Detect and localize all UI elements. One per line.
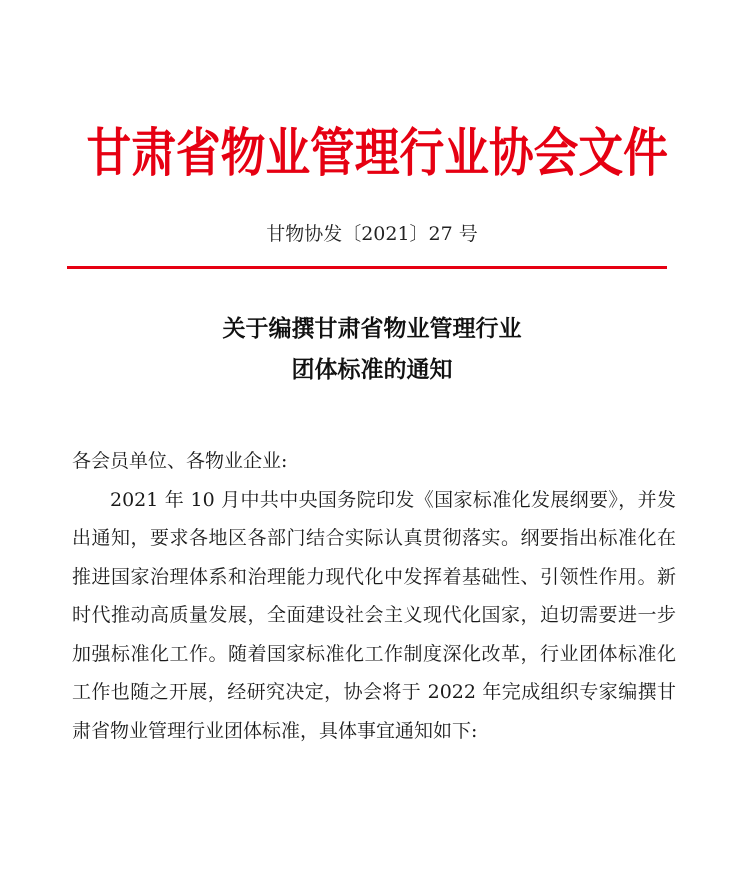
notice-body xyxy=(72,442,676,750)
body-paragraph: 2021 年 10 月中共中央国务院印发《国家标准化发展纲要》，并发出通知，要求各地区各部门结合实际认真贯彻落实。纲要指出标准化在推进国家治理体系和治理能力现代化中发挥着基础性、引领性作用。新时代推动高质量发展，全面建设社会主义现代化国家，迫切需要进一步加强标准化工作。随着国家标准化工作制度深化改革，行业团体标准化工作也随之开展，经研究决定，协会将于 2022 年完成组织专家编撰甘肃省物业管理行业团体标准，具体事宜通知如下: xyxy=(72,488,676,742)
red-divider xyxy=(67,266,667,269)
salutation: 各会员单位、各物业企业: xyxy=(72,450,288,472)
document-number: 甘物协发〔2021〕27 号 xyxy=(266,223,478,245)
notice-title-line-2: 团体标准的通知 xyxy=(291,356,453,383)
notice-title-line-1: 关于编撰甘肃省物业管理行业 xyxy=(222,315,522,342)
issuer-title: 甘肃省物业管理行业协会文件 xyxy=(86,123,668,184)
